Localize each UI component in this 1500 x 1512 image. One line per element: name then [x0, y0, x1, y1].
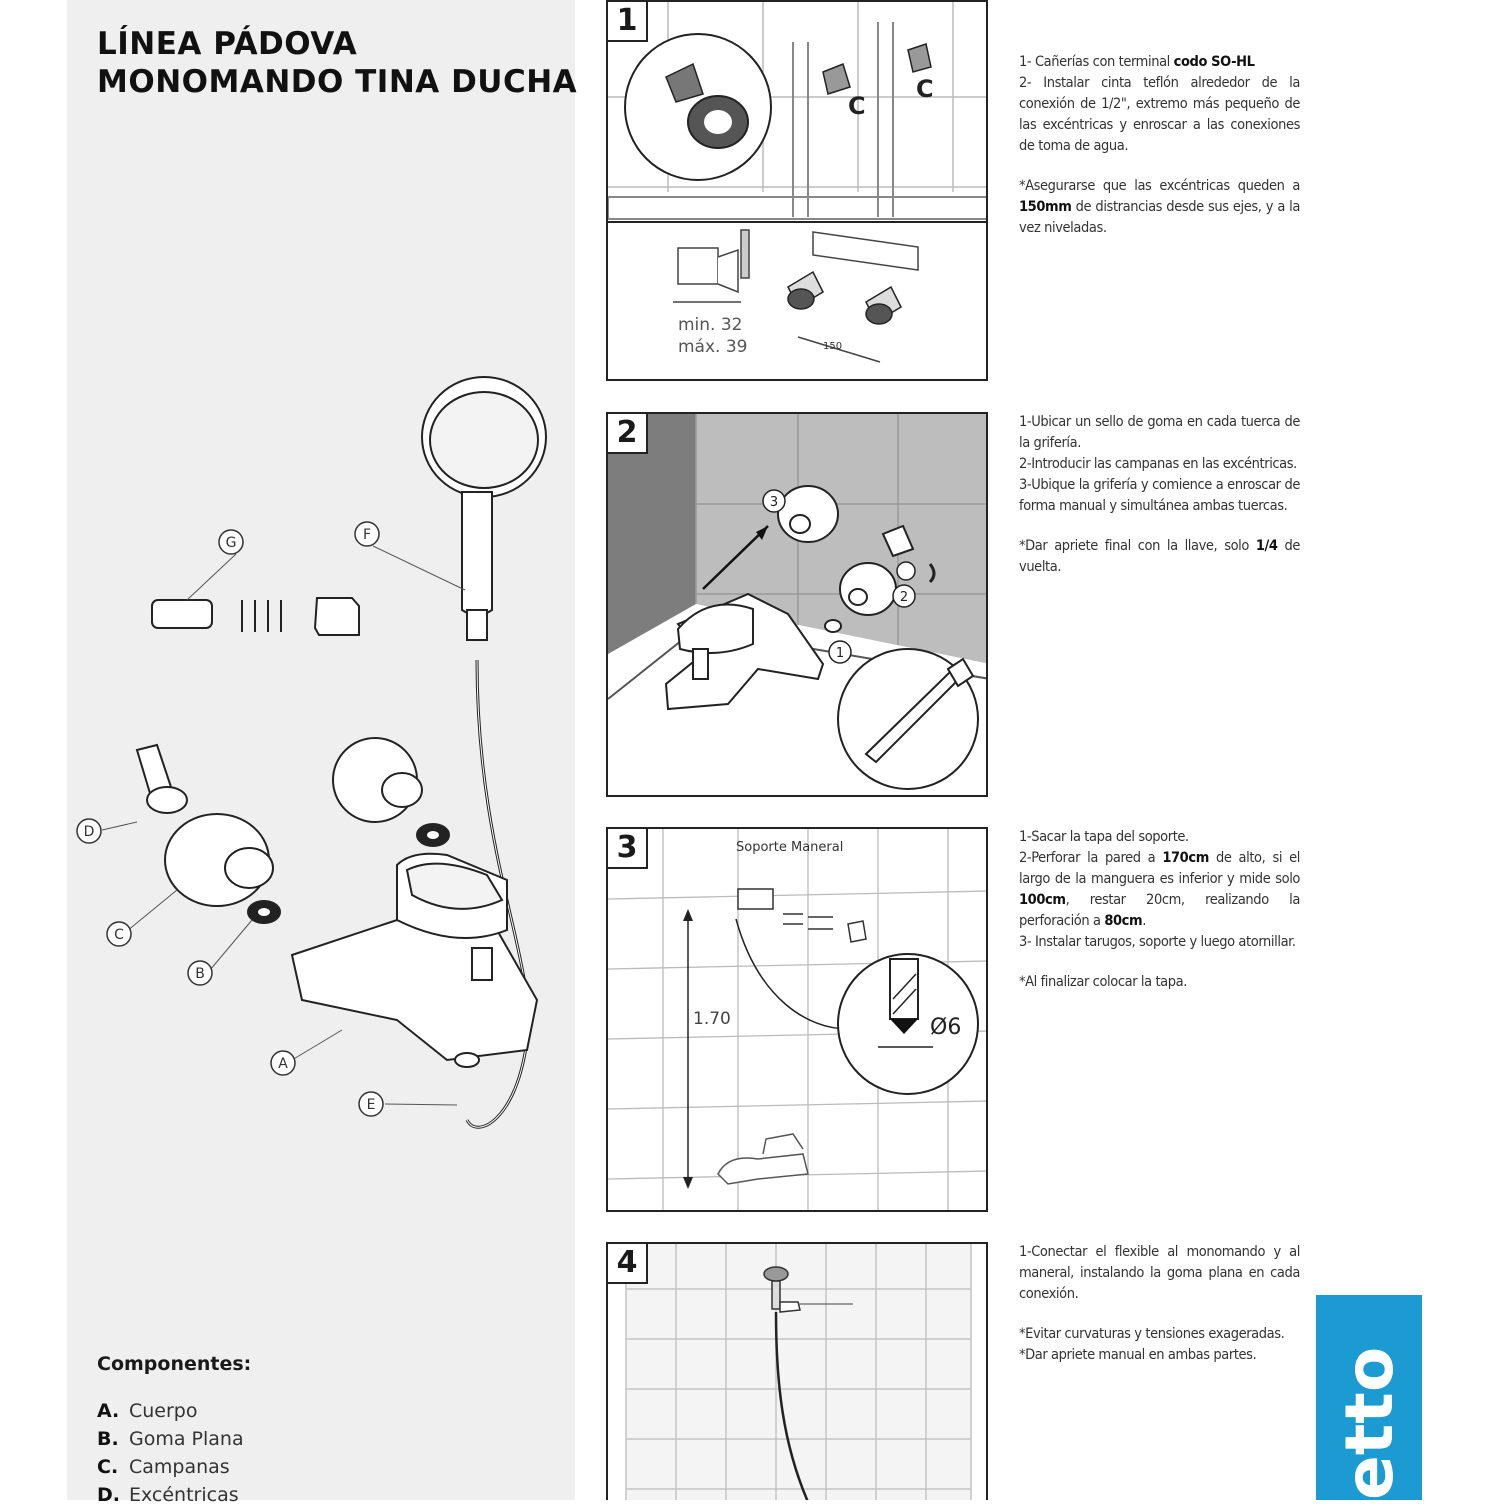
callout-d: D: [83, 824, 95, 840]
step-4-figure: [606, 1242, 988, 1500]
callout-a: A: [278, 1056, 288, 1072]
eccentric-illustration: [137, 745, 187, 813]
step-3-instructions: 1-Sacar la tapa del soporte. 2-Perforar la pared a 170cm de alto, si el largo de la manguera es inferior y mide solo 100cm, restar 20cm, realizando la perforación a 80cm. 3- Instalar tarugos, soporte y luego atornillar. *Al finalizar colocar la tapa.: [1019, 829, 1300, 990]
callout-g: G: [225, 535, 237, 551]
step-2-label-3: 3: [769, 495, 779, 510]
step-3-number: 3: [608, 829, 648, 869]
step-1-figure: [606, 0, 988, 381]
component-item: D. Excéntricas: [97, 1484, 239, 1506]
step-2-label-2: 2: [899, 590, 909, 605]
mixer-body-illustration: [292, 854, 537, 1060]
wall-support-illustration: [152, 598, 359, 635]
brand-logo: [1330, 1320, 1410, 1500]
components-list: [97, 1400, 244, 1512]
step-1-dim-label: 150: [823, 341, 843, 352]
svg-text:C: C: [848, 92, 866, 120]
component-item: A. Cuerpo: [97, 1400, 198, 1422]
component-item: C. Campanas: [97, 1456, 230, 1478]
product-name-title: MONOMANDO TINA DUCHA: [97, 64, 578, 100]
hand-shower-illustration: [422, 377, 546, 640]
step-3-height-label: 1.70: [693, 1009, 731, 1029]
step-3-support-label: Soporte Maneral: [736, 840, 844, 855]
step-1-number: 1: [608, 2, 648, 42]
svg-text:C: C: [916, 75, 934, 103]
callout-f: F: [362, 527, 372, 543]
step-2-label-1: 1: [835, 646, 845, 661]
step-4-number: 4: [608, 1244, 648, 1284]
components-heading: Componentes:: [97, 1353, 252, 1375]
product-line-title: LÍNEA PÁDOVA: [97, 26, 358, 62]
brand-logo-text: etto: [1331, 1346, 1408, 1500]
step-2-number: 2: [608, 414, 648, 454]
callout-b: B: [195, 966, 205, 982]
step-2-figure: [606, 412, 988, 797]
step-1-max-label: máx. 39: [678, 337, 748, 357]
step-3-figure: [606, 827, 988, 1212]
step-3-drill-label: Ø6: [930, 1015, 962, 1040]
step-4-instructions: 1-Conectar el flexible al monomando y al maneral, instalando la goma plana en cada conexión. *Evitar curvaturas y tensiones exageradas. *Dar apriete manual en ambas partes.: [1019, 1244, 1300, 1363]
escutcheon-illustration: [165, 738, 422, 906]
callout-e: E: [366, 1097, 376, 1113]
step-2-instructions: 1-Ubicar un sello de goma en cada tuerca de la grifería. 2-Introducir las campanas en las excéntricas. 3-Ubique la grifería y comience a enroscar de forma manual y simultánea ambas tuercas. *Dar apriete final con la llave, solo 1/4 de vuelta.: [1019, 414, 1301, 575]
component-item: B. Goma Plana: [97, 1428, 244, 1450]
step-1-min-label: min. 32: [678, 315, 743, 335]
exploded-parts-diagram: [67, 360, 575, 1160]
step-1-instructions: 1- Cañerías con terminal codo SO-HL 2- Instalar cinta teflón alrededor de la conexión de 1/2", extremo más pequeño de las excéntricas y enroscar a las conexiones de toma de agua. *Asegurarse que las excéntricas queden a 150mm de distrancias desde sus ejes, y a la vez niveladas.: [1019, 54, 1300, 236]
callout-c: C: [114, 927, 124, 943]
